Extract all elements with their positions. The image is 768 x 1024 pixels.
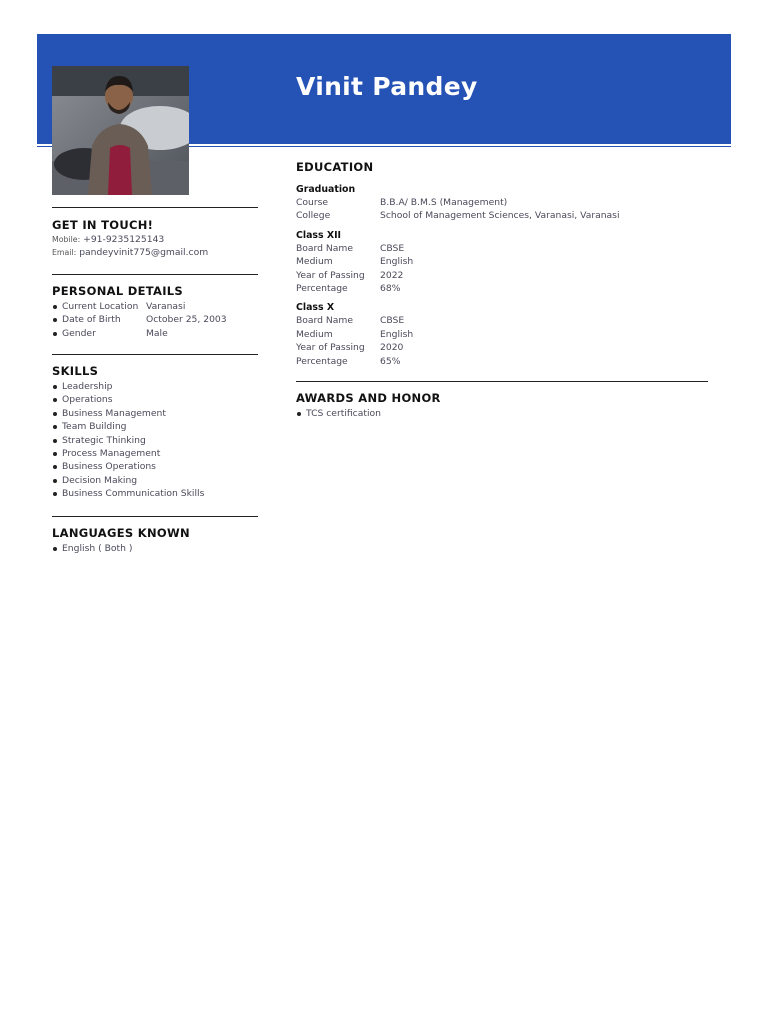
list-item: Decision Making xyxy=(52,474,258,487)
personal-details-title: PERSONAL DETAILS xyxy=(52,283,183,298)
email-label: Email: xyxy=(52,248,77,258)
education-row: Medium English xyxy=(296,256,414,268)
skills-list xyxy=(52,380,258,501)
candidate-name: Vinit Pandey xyxy=(296,72,478,101)
detail-value: Male xyxy=(146,327,168,339)
detail-key: Gender xyxy=(62,327,96,339)
mobile-line xyxy=(52,233,258,246)
detail-key: Current Location xyxy=(62,300,139,312)
awards-title: AWARDS AND HONOR xyxy=(296,391,441,406)
awards-list xyxy=(296,407,708,420)
list-item xyxy=(52,313,258,326)
list-item: Business Operations xyxy=(52,460,258,473)
education-row: College School of Management Sciences, Varanasi, Varanasi xyxy=(296,210,620,222)
education-row: Board Name CBSE xyxy=(296,315,405,327)
mobile-label: Mobile: xyxy=(52,235,81,244)
education-row: Percentage 65% xyxy=(296,355,401,367)
email-link[interactable]: pandeyvinit775@gmail.com xyxy=(79,247,209,259)
list-item: TCS certification xyxy=(296,407,708,420)
list-item: Operations xyxy=(52,393,258,406)
education-row: Course B.B.A/ B.M.S (Management) xyxy=(296,197,508,208)
profile-photo xyxy=(52,66,189,195)
personal-details-list xyxy=(52,300,258,340)
list-item: Business Communication Skills xyxy=(52,487,258,500)
education-row: Year of Passing 2022 xyxy=(296,269,404,281)
list-item: Leadership xyxy=(52,380,258,393)
detail-value: October 25, 2003 xyxy=(146,314,227,326)
education-title: EDUCATION xyxy=(296,160,374,174)
education-row: Percentage 68% xyxy=(296,283,401,295)
detail-key: Date of Birth xyxy=(62,314,121,326)
list-item: Strategic Thinking xyxy=(52,434,258,447)
contact-title: GET IN TOUCH! xyxy=(52,218,154,232)
languages-list xyxy=(52,542,258,555)
education-group-title: Class X xyxy=(296,302,335,314)
list-item xyxy=(52,327,258,340)
education-row: Year of Passing 2020 xyxy=(296,342,404,354)
left-column xyxy=(52,207,258,555)
list-item: Process Management xyxy=(52,447,258,460)
list-item: English ( Both ) xyxy=(52,542,258,555)
list-item xyxy=(52,300,258,313)
list-item: Team Building xyxy=(52,420,258,433)
list-item: Business Management xyxy=(52,407,258,420)
email-line xyxy=(52,246,258,259)
mobile-value: +91-9235125143 xyxy=(83,234,165,245)
education-row: Board Name CBSE xyxy=(296,242,405,254)
education-row: Medium English xyxy=(296,328,414,340)
languages-title: LANGUAGES KNOWN xyxy=(52,525,190,540)
detail-value: Varanasi xyxy=(146,300,186,312)
skills-title: SKILLS xyxy=(52,364,99,379)
education-group-title: Class XII xyxy=(296,229,342,241)
right-column xyxy=(296,160,708,420)
education-group-title: Graduation xyxy=(296,184,356,195)
